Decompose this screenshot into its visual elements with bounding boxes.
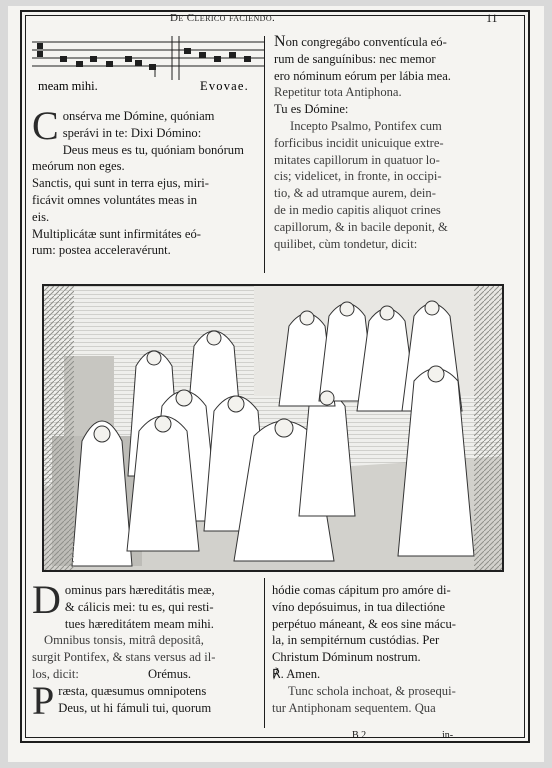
rubric-line: los, dicit: <box>32 666 79 681</box>
text-line: Deus meus es tu, quóniam bonórum <box>62 142 244 157</box>
text-line: Multiplicátæ sunt infirmitátes eó- <box>32 226 201 241</box>
page-footer <box>0 730 552 746</box>
rubric-line: tio, & ad utramque aurem, dein- <box>274 186 436 201</box>
text-line: ominus pars hæreditátis meæ, <box>64 583 215 597</box>
text-line: Sanctis, qui sunt in terra ejus, miri- <box>32 176 209 191</box>
drop-cap: C <box>32 103 59 148</box>
text-line: rum de sanguínibus: nec memor <box>274 51 436 66</box>
text-line: eis. <box>32 209 50 224</box>
catchword: in- <box>442 730 454 741</box>
rubric-line: forficibus incidit unicuique extre- <box>274 135 444 150</box>
oremus: Orémus. <box>148 666 192 681</box>
rubric-line: Incepto Psalmo, Pontifex cum <box>290 118 442 133</box>
drop-cap: P <box>32 677 55 723</box>
text-line: Deus, ut hi fámuli tui, quorum <box>58 700 212 715</box>
right-column-bottom <box>272 582 510 716</box>
rubric-line: cis; videlicet, in fronte, in occipi- <box>274 169 442 184</box>
signature-mark: B 2 <box>352 730 367 741</box>
evovae: Evovae. <box>200 79 250 90</box>
right-column-top <box>274 34 510 252</box>
text-line: hódie comas cápitum pro amóre di- <box>272 583 451 597</box>
text-line: la, in sempitérnum custódias. Per <box>272 633 440 648</box>
text-line: víno depósuimus, in tua dilectióne <box>272 599 446 614</box>
text-line: sperávi in te: Dixi Dómino: <box>62 125 202 140</box>
rubric-line: Omnibus tonsis, mitrâ depositâ, <box>44 633 204 648</box>
rubric-line: surgit Pontifex, & stans versus ad il- <box>32 650 216 665</box>
text-line: & cálicis mei: tu es, qui resti- <box>64 599 214 614</box>
tonsure-ceremony-engraving <box>44 286 504 572</box>
music-staff <box>32 30 264 90</box>
text-line: rum: postea acceleravérunt. <box>32 243 171 258</box>
rubric-line: tur Antiphonam sequentem. Qua <box>272 700 436 715</box>
rubric-line: capillorum, & in bacile deponit, & <box>274 219 448 234</box>
text-line: Tu es Dómine: <box>274 102 349 117</box>
rubric-line: mitates capillorum in quatuor lo- <box>274 152 440 167</box>
text-line: meórum non eges. <box>32 159 125 174</box>
drop-cap: D <box>32 577 61 622</box>
left-column-bottom <box>32 577 268 723</box>
text-line: tues hæreditátem meam mihi. <box>64 616 214 631</box>
rubric-line: de in medio capitis aliquot crines <box>274 202 441 217</box>
text-line: ero nóminum eórum per lábia mea. <box>274 68 451 83</box>
text-line: onsérva me Dómine, quóniam <box>62 109 215 123</box>
page-number: 11 <box>486 11 498 25</box>
rubric-line: Repetitur tota Antiphona. <box>274 85 402 100</box>
engraving-illustration <box>42 284 504 572</box>
text-line: Christum Dóminum nostrum. <box>272 650 421 665</box>
rubric-line: quilibet, cùm tondetur, dicit: <box>274 236 418 251</box>
text-line: ficávit omnes voluntátes meas in <box>32 192 198 207</box>
left-column-top <box>32 103 266 259</box>
initial-letter: N <box>274 33 286 50</box>
music-lyrics: meam mihi. <box>38 79 98 90</box>
running-header <box>0 12 552 28</box>
text-line: on congregábo conventícula eó- <box>285 35 447 49</box>
running-title: De Clerico faciendo. <box>170 12 276 24</box>
rubric-line: Tunc schola inchoat, & prosequi- <box>288 683 456 698</box>
text-line: ræsta, quæsumus omnipotens <box>58 683 207 698</box>
response-amen: ℟. Amen. <box>272 666 321 681</box>
text-line: perpétuo máneant, & eos sine mácu- <box>272 616 456 631</box>
